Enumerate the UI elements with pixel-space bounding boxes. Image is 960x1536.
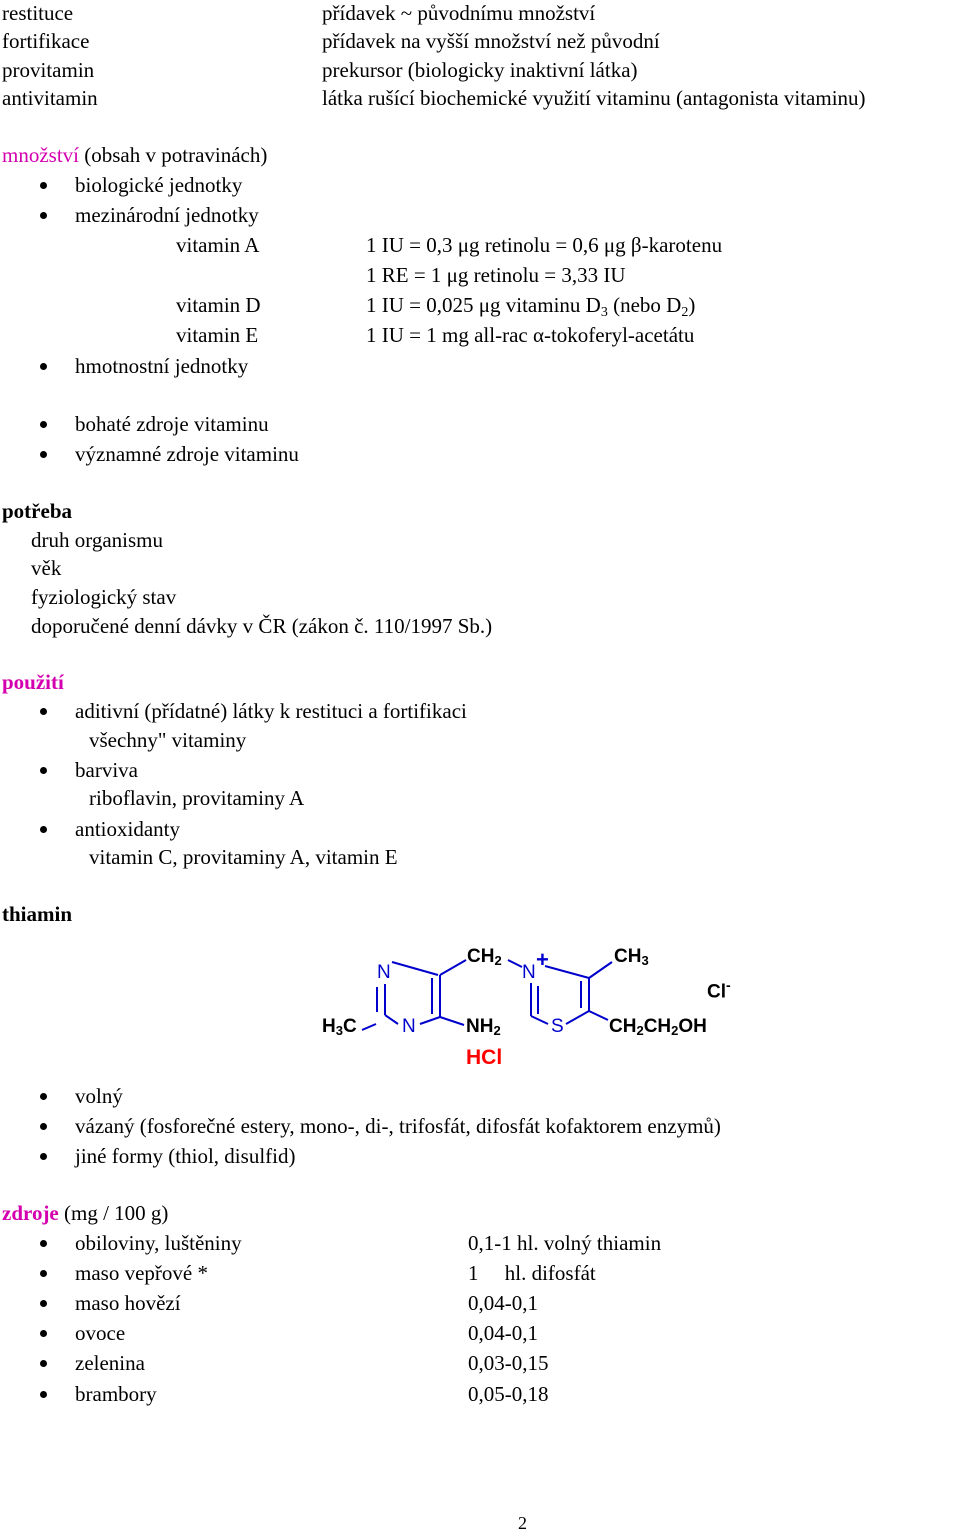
definition-term: fortifikace (2, 29, 90, 53)
vitamin-a-label: vitamin A (176, 233, 260, 257)
list-item: hmotnostní jednotky (75, 354, 249, 378)
bullet-icon (40, 1360, 47, 1367)
definition-meaning: přídavek na vyšší množství než původní (322, 29, 660, 53)
definition-meaning: prekursor (biologicky inaktivní látka) (322, 58, 638, 82)
positive-charge-label: + (536, 947, 549, 972)
definition-term: provitamin (2, 58, 95, 82)
definition-term: antivitamin (2, 86, 98, 110)
list-item: bohaté zdroje vitaminu (75, 412, 269, 436)
pyrimidine-n-top: N (377, 962, 391, 983)
ch2-bridge-label: $CH_2$ (467, 946, 502, 968)
thiazolium-n-label: N (522, 962, 536, 983)
definition-meaning: přídavek ~ původnímu množství (322, 1, 596, 25)
list-subitem: riboflavin, provitaminy A (89, 786, 305, 810)
list-item: jiné formy (thiol, disulfid) (75, 1144, 296, 1168)
definition-term: restituce (2, 1, 74, 25)
sulfur-label: S (551, 1016, 564, 1037)
mnozstvi-heading-note: (obsah v potravinách) (79, 143, 268, 167)
h3c-label: $H_3C$ (322, 1016, 357, 1038)
list-item: významné zdroje vitaminu (75, 442, 299, 466)
table-row-food: maso hovězí (75, 1291, 181, 1315)
vitamin-a-equation: 1 IU = 0,3 μg retinolu = 0,6 μg β-karotenu (366, 233, 723, 257)
vitamin-a-equation-2: 1 RE = 1 μg retinolu = 3,33 IU (366, 263, 626, 287)
table-row-value: 0,05-0,18 (468, 1382, 549, 1406)
definition-meaning: látka rušící biochemické využití vitaminu (antagonista vitaminu) (322, 86, 866, 110)
ch3-label: $CH_3$ (614, 946, 649, 968)
table-row-value: 0,1-1 hl. volný thiamin (468, 1231, 662, 1255)
table-row-food: obiloviny, luštěniny (75, 1231, 242, 1255)
bullet-icon (40, 1093, 47, 1100)
potreba-heading: potřeba (2, 499, 72, 523)
page-number: 2 (518, 1513, 527, 1533)
table-row-value: 0,04-0,1 (468, 1291, 538, 1315)
list-subitem: všechny" vitaminy (89, 728, 247, 752)
thiamin-heading: thiamin (2, 902, 73, 926)
bullet-icon (40, 1391, 47, 1398)
nh2-label: $NH_2$ (466, 1016, 501, 1038)
table-row-food: brambory (75, 1382, 157, 1406)
table-row-value: 0,03-0,15 (468, 1351, 549, 1375)
list-item: fyziologický stav (31, 585, 177, 609)
side-chain-label: $CH_2CH_2OH$ (609, 1016, 707, 1038)
pyrimidine-n-bottom: N (402, 1016, 416, 1037)
hcl-label: HCl (466, 1046, 503, 1069)
list-item: antioxidanty (75, 817, 180, 841)
bullet-icon (40, 1270, 47, 1277)
list-item: aditivní (přídatné) látky k restituci a fortifikaci (75, 699, 467, 723)
bullet-icon (40, 1123, 47, 1130)
mnozstvi-heading: množství (2, 143, 79, 167)
bullet-icon (40, 1153, 47, 1160)
vitamin-e-label: vitamin E (176, 323, 259, 347)
list-item: volný (75, 1084, 123, 1108)
table-row-food: maso vepřové * (75, 1261, 208, 1285)
bullet-icon (40, 1330, 47, 1337)
zdroje-heading-line (2, 1201, 168, 1225)
zdroje-heading: zdroje (2, 1201, 59, 1225)
pouziti-heading: použití (2, 670, 64, 694)
vitamin-e-equation: 1 IU = 1 mg all-rac α-tokoferyl-acetátu (366, 323, 695, 347)
list-item: věk (31, 556, 62, 580)
table-row-food: ovoce (75, 1321, 126, 1345)
bullet-icon (40, 1240, 47, 1247)
list-item: doporučené denní dávky v ČR (zákon č. 110/1997 Sb.) (31, 614, 493, 638)
list-item: biologické jednotky (75, 173, 243, 197)
list-item: barviva (75, 758, 138, 782)
vitamin-d-equation: 1 IU = 0,025 μg vitaminu $D_3$ (nebo $D_2$) (366, 293, 696, 320)
zdroje-heading-note: (mg / 100 g) (58, 1201, 169, 1225)
list-item: druh organismu (31, 528, 164, 552)
chloride-label: Cl- (707, 977, 731, 1003)
table-row-food: zelenina (75, 1351, 145, 1375)
table-row-value: 1 hl. difosfát (468, 1261, 596, 1285)
list-item: mezinárodní jednotky (75, 203, 259, 227)
list-subitem: vitamin C, provitaminy A, vitamin E (89, 845, 398, 869)
list-item: vázaný (fosforečné estery, mono-, di-, trifosfát, difosfát kofaktorem enzymů) (75, 1114, 721, 1138)
vitamin-d-label: vitamin D (176, 293, 261, 317)
table-row-value: 0,04-0,1 (468, 1321, 538, 1345)
bullet-icon (40, 1300, 47, 1307)
